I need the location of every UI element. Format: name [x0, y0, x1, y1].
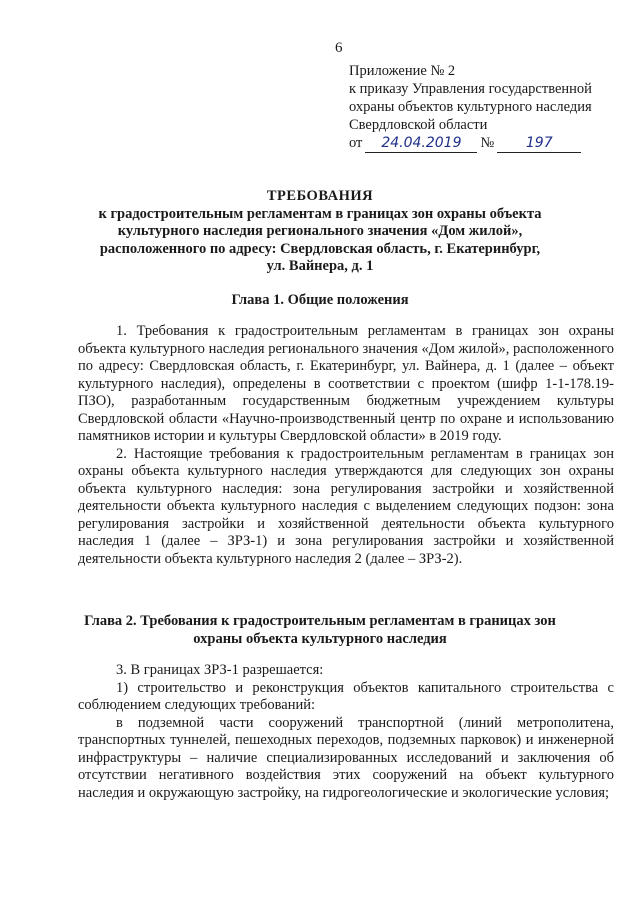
- title-subtitle-line: расположенного по адресу: Свердловская область, г. Екатеринбург,: [99, 240, 541, 257]
- paragraph: 1) строительство и реконструкция объектов капитального строительства с соблюдением следующих требований:: [78, 679, 614, 713]
- paragraph: 2. Настоящие требования к градостроительным регламентам в границах зон охраны объекта культурного наследия утверждаются для следующих зон охраны объекта культурного наследия: зона регулирования застройки и хозяйственной деятельности объекта культурного наследия с выделением следующих подзон: зона регулирования застройки и хозяйственной деятельности объекта культурного наследия 1 (далее – ЗРЗ-1) и зона регулирования застройки и хозяйственной деятельности объекта культурного наследия 2 (далее – ЗРЗ-2).: [78, 445, 614, 567]
- paragraph: 1. Требования к градостроительным регламентам в границах зон охраны объекта культурного наследия регионального значения «Дом жилой», расположенного по адресу: Свердловская область, г. Екатеринбург, ул. Вайнера, д. 1 (далее – объект культурного наследия), определены в соответствии с проектом (шифр 1-1-178.19-ПЗО), разработанным государственным бюджетным учреждением культуры Свердловской области «Научно-производственный центр по охране и использованию памятников истории и культуры Свердловской области» в 2019 году.: [78, 323, 614, 444]
- order-number-handwritten: 197: [497, 134, 581, 153]
- order-date-handwritten: 24.04.2019: [365, 134, 477, 153]
- title-subtitle-line: ул. Вайнера, д. 1: [266, 258, 374, 274]
- appendix-line: к приказу Управления государственной: [349, 81, 592, 97]
- document-title: [80, 188, 560, 276]
- number-prefix: №: [480, 135, 495, 151]
- title-subtitle-line: к градостроительным регламентам в границах зон охраны объекта: [98, 205, 542, 222]
- title-subtitle-line: культурного наследия регионального значения «Дом жилой»,: [117, 223, 523, 239]
- chapter-1-body: [78, 323, 614, 568]
- order-date-number-row: [349, 134, 629, 153]
- title-heading: ТРЕБОВАНИЯ: [266, 188, 374, 204]
- chapter-2-body: [78, 662, 614, 802]
- chapter-1-heading: Глава 1. Общие положения: [231, 292, 409, 308]
- appendix-line: Приложение № 2: [349, 63, 456, 79]
- appendix-header: [349, 62, 629, 153]
- page-number: 6: [335, 40, 343, 56]
- paragraph: 3. В границах ЗРЗ-1 разрешается:: [116, 662, 324, 678]
- appendix-line: Свердловской области: [349, 117, 488, 133]
- chapter-2-heading-line: охраны объекта культурного наследия: [193, 631, 447, 647]
- date-prefix: от: [349, 135, 363, 151]
- appendix-line: охраны объектов культурного наследия: [349, 99, 592, 115]
- chapter-2-heading: [70, 612, 570, 648]
- chapter-2-heading-line: Глава 2. Требования к градостроительным регламентам в границах зон: [84, 613, 556, 629]
- paragraph: в подземной части сооружений транспортной (линий метрополитена, транспортных туннелей, пешеходных переходов, подземных парковок) и инженерной инфраструктуры – наличие специализированных исследований и заключения об отсутствии негативного воздействия этих сооружений на объект культурного наследия и окружающую застройку, на гидрогеологические и экологические условия;: [78, 714, 614, 801]
